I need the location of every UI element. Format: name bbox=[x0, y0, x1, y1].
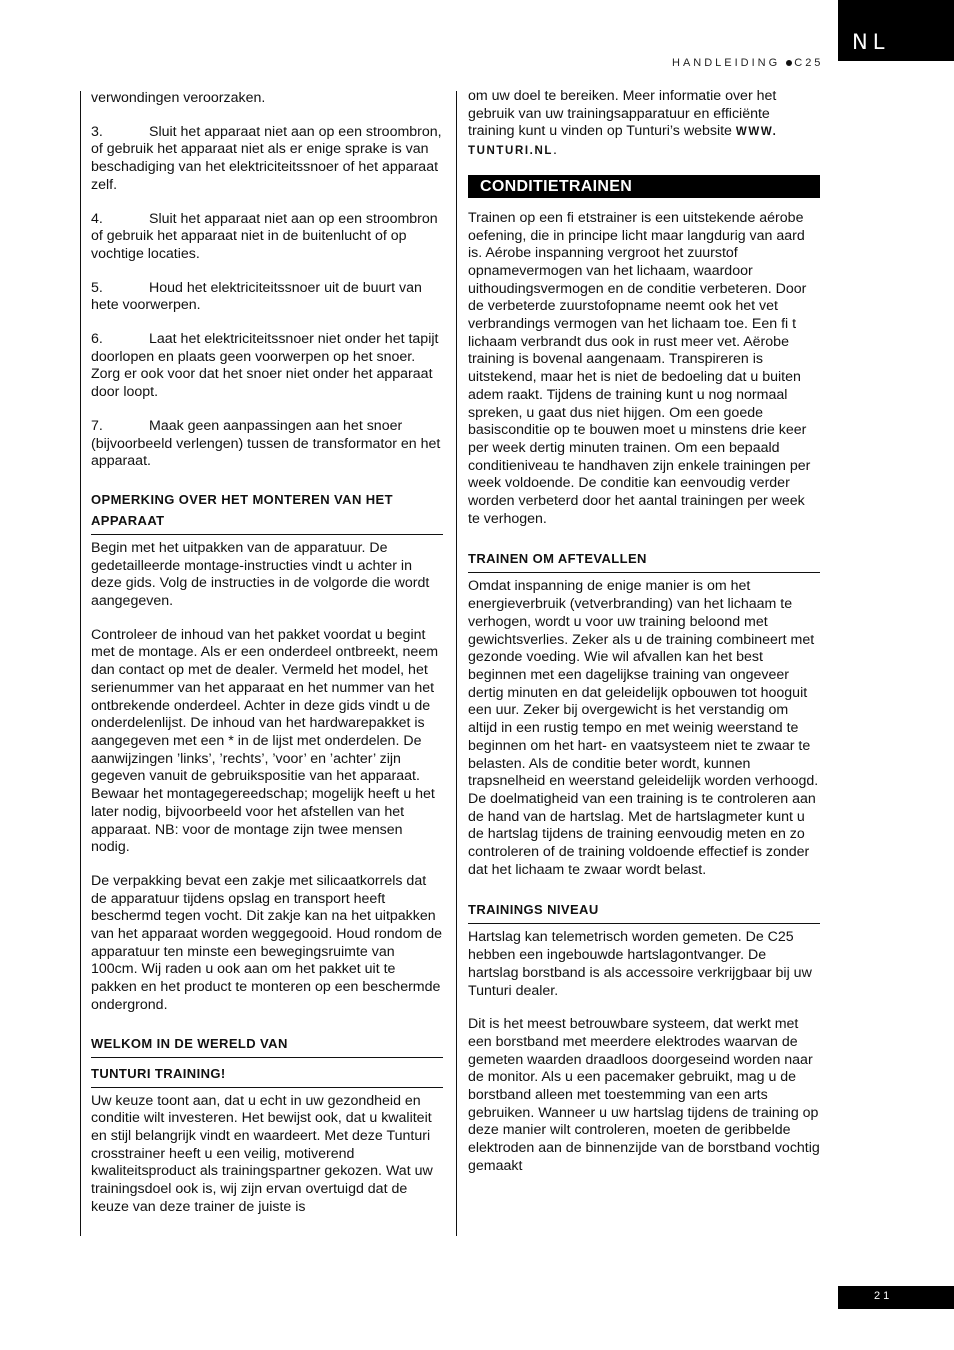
model-label: C25 bbox=[794, 57, 824, 69]
paragraph: Uw keuze toont aan, dat u echt in uw gezondheid en conditie wilt investeren. Het bewijst ook, dat u kwaliteit en stijl belangrijk vindt en waardeert. Met deze Tunturi crosstrainer heeft u een veilig, motiverend kwaliteitsproduct als trainingspartner gekozen. Wat uw trainingsdoel ook is, wij zijn ervan overtuigd dat de keuze van deze trainer de juiste is bbox=[91, 1092, 433, 1215]
left-margin-rule bbox=[80, 91, 81, 1236]
list-item bbox=[91, 418, 443, 471]
paragraph: De verpakking bevat een zakje met silicaatkorrels dat de apparatuur tijdens opslag en transport heeft beschermd tegen vocht. Dit zakje kan na het uitpakken van het apparaat worden weggegooid. Houd rondom de apparatuur ten minste een bewegingsruimte van 100cm. Wij raden u ook aan om het pakket uit te pakken en het product te monteren op een beschermde ondergrond. bbox=[91, 872, 442, 1013]
list-number: 7. bbox=[91, 417, 103, 434]
list-text: Sluit het apparaat niet aan op een stroombron of gebruik het apparaat niet in de buitenlucht of op vochtige locaties. bbox=[91, 210, 438, 262]
language-tab bbox=[838, 0, 954, 61]
list-number: 4. bbox=[91, 210, 103, 227]
section-heading-assembly: OPMERKING OVER HET MONTEREN VAN HET APPARAAT bbox=[91, 491, 393, 528]
paragraph: Hartslag kan telemetrisch worden gemeten. De C25 hebben een ingebouwde hartslagontvanger. De hartslag borstband is als accessoire verkrijgbaar bij uw Tunturi dealer. bbox=[468, 929, 812, 999]
list-item bbox=[91, 211, 443, 264]
paragraph: Begin met het uitpakken van de apparatuur. De gedetailleerde montage-instructies vindt u achter in deze gids. Volg de instructies in de volgorde die wordt aangegeven. bbox=[91, 539, 430, 610]
heading-underline bbox=[91, 534, 443, 535]
paragraph: Trainen op een fi etstrainer is een uitstekende aérobe oefening, die in principe licht maar langdurig van aard is. Aérobe inspanning vergroot het zuurstof opnamevermogen van het lichaam, waardoor uithoudingsvermogen en de conditie verbeteren. Door de verbeterde zuurstofopname neemt ook het vet verbrandings vermogen van het lichaam toe. Een fi t lichaam verbrandt dus ook in rust meer vet. Aërobe training is bovenal aangenaam. Transpireren is uitstekend, maar het is niet de bedoeling dat u buiten adem raakt. Tijdens de training kunt u nog normaal spreken, u gaat dus niet hijgen. Om een goede basisconditie op te bouwen moet u minstens drie keer per week dertig minuten trainen. Om een bepaald conditieniveau te handhaven zijn enkele trainingen per week voldoende. De conditie kan eenvoudig verder worden verbeterd door het aantal trainingen per week te verhogen. bbox=[468, 209, 811, 527]
list-text: Sluit het apparaat niet aan op een stroombron, of gebruik het apparaat niet als er enige sprake is van beschadiging van het elektriciteitssnoer of het apparaat zelf. bbox=[91, 123, 442, 193]
section-title-bar: CONDITIETRAINEN bbox=[468, 175, 820, 198]
list-number: 3. bbox=[91, 123, 103, 140]
punctuation: . bbox=[553, 142, 557, 159]
page-number-tab bbox=[838, 1286, 954, 1309]
list-text: Laat het elektriciteitssnoer niet onder het tapijt doorlopen en plaats geen voorwerpen op het snoer. Zorg er ook voor dat het snoer niet onder het apparaat door loopt. bbox=[91, 331, 439, 401]
list-item bbox=[91, 124, 443, 195]
section-heading-welcome-2: TUNTURI TRAINING! bbox=[91, 1065, 226, 1081]
paragraph: Omdat inspanning de enige manier is om het energieverbruik (vetverbranding) van het lichaam te verhogen, wordt u voor uw training beloond met gewichtsverlies. Zeker als u de training combineert met gezonde voeding. Wie wil afvallen kan het best beginnen met een dagelijkse training van ongeveer dertig minuten en dat geleidelijk opbouwen tot hooguit een uur. Zeker bij overgewicht is het verstandig om altijd in een rustig tempo en met weinig weerstand te beginnen om het hart- en vaatsysteem niet te zwaar te belasten. Als de conditie beter wordt, kunnen trapsnelheid en weerstand geleidelijk worden verhoogd. De doelmatigheid van een training is te controleren aan de hand van de hartslag. Met de hartslagmeter kunt u de hartslag tijdens de training eenvoudig meten en zo controleren of de training voldoende effectief is zonder dat het lichaam te zwaar wordt belast. bbox=[468, 578, 819, 878]
list-text: Houd het elektriciteitssnoer uit de buurt van hete voorwerpen. bbox=[91, 279, 422, 314]
heading-underline bbox=[91, 1057, 443, 1058]
bullet-dot-icon bbox=[786, 60, 792, 66]
website-link[interactable]: TUNTURI.NL bbox=[468, 145, 553, 158]
list-item bbox=[91, 280, 443, 315]
paragraph: Controleer de inhoud van het pakket voordat u begint met de montage. Als er een onderdeel ontbreekt, neem dan contact op met de dealer. Vermeld het model, het serienummer van het apparaat en het nummer van het ontbrekende onderdeel. Achter in deze gids vindt u de onderdelenlijst. De inhoud van het hardwarepakket is aangegeven met een * in de lijst met onderdelen. De aanwijzingen ’links’, ’rechts’, ’voor’ en ’achter’ zijn gegeven vanuit de gebruikspositie van het apparaat. Bewaar het montagegereedschap; mogelijk heeft u het later nodig, bijvoorbeeld voor het afstellen van het apparaat. NB: voor de montage zijn twee mensen nodig. bbox=[91, 626, 439, 856]
column-divider-rule bbox=[456, 91, 457, 1236]
running-head bbox=[672, 55, 832, 71]
paragraph: verwondingen veroorzaken. bbox=[91, 90, 266, 106]
section-heading-weight-loss: TRAINEN OM AFTEVALLEN bbox=[468, 551, 647, 567]
section-heading-welcome: WELKOM IN DE WERELD VAN bbox=[91, 1035, 288, 1051]
list-number: 5. bbox=[91, 279, 103, 296]
heading-underline bbox=[91, 1087, 443, 1088]
list-text: Maak geen aanpassingen aan het snoer (bijvoorbeeld verlengen) tussen de transformator en het apparaat. bbox=[91, 417, 441, 470]
page-number: 21 bbox=[874, 1290, 893, 1302]
left-column bbox=[91, 90, 443, 1232]
right-column bbox=[468, 88, 820, 1192]
website-link-part[interactable]: WWW. bbox=[735, 126, 778, 139]
language-code: NL bbox=[852, 30, 890, 54]
list-number: 6. bbox=[91, 331, 103, 348]
paragraph: Dit is het meest betrouwbare systeem, dat werkt met een borstband met meerdere elektrodes waarvan de gemeten waarden draadloos doorgeseind worden naar de monitor. Als u een pacemaker gebruikt, mag u de borstband alleen met toestemming van een arts gebruiken. Wanneer u uw hartslag tijdens de training op deze manier wilt controleren, moeten de geribbelde elektroden aan de binnenzijde van de borstband vochtig gemaakt bbox=[468, 1016, 820, 1174]
heading-underline bbox=[468, 923, 820, 924]
section-heading-training-level: TRAININGS NIVEAU bbox=[468, 902, 599, 918]
list-item bbox=[91, 331, 443, 402]
manual-label: HANDLEIDING bbox=[672, 57, 781, 69]
paragraph bbox=[468, 88, 820, 161]
heading-underline bbox=[468, 572, 820, 573]
paragraph-text: om uw doel te bereiken. Meer informatie over het gebruik van uw trainingsapparatuur en efficiënte training kunt u vinden op Tunturi’s website bbox=[468, 88, 777, 140]
